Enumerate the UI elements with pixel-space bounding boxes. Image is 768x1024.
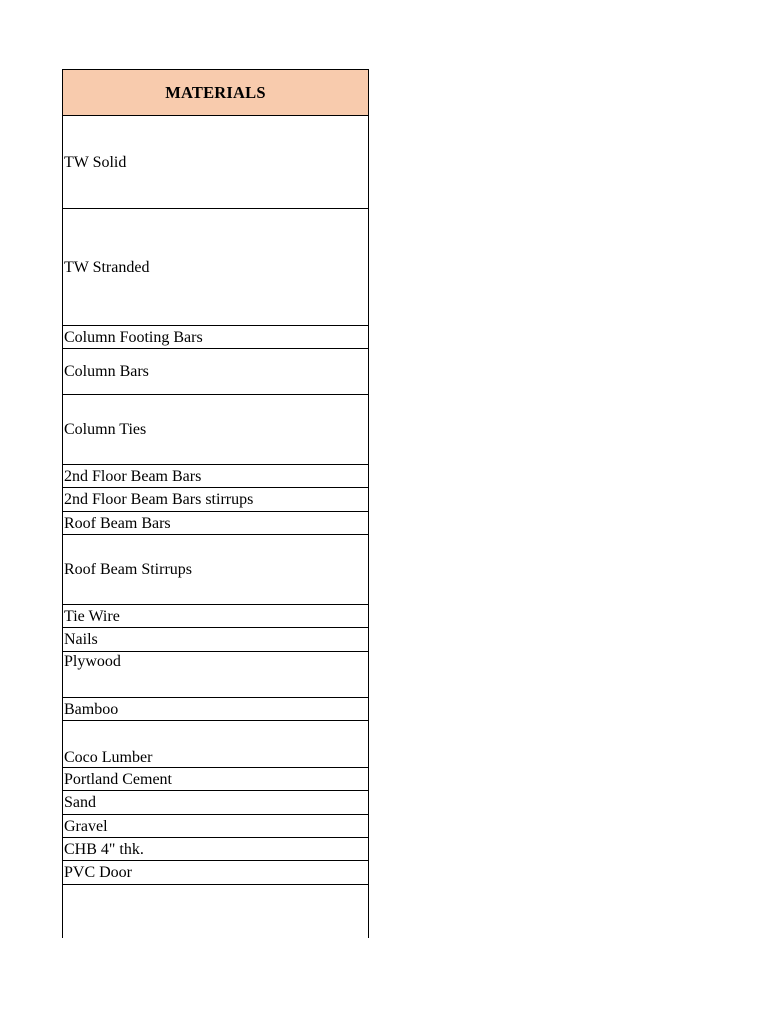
table-row [63,861,368,885]
cell-text: Sand [64,794,96,811]
cell-text: Roof Beam Stirrups [64,561,192,578]
cell-text: Nails [64,631,98,648]
table-row [63,116,368,209]
cell-text: Column Ties [64,421,147,438]
table-row [63,349,368,395]
cell-text: TW Solid [64,153,127,171]
table-row [63,326,368,349]
table-row-empty [63,885,368,938]
cell-text: Tie Wire [64,607,120,625]
table-row [63,721,368,768]
table-row [63,535,368,605]
cell-text: Bamboo [64,700,119,718]
table-row [63,815,368,838]
cell-text: Plywood [64,653,121,670]
cell-text: Roof Beam Bars [64,514,171,532]
table-row [63,465,368,488]
table-row [63,652,368,698]
materials-header: MATERIALS [63,70,368,116]
table-row [63,395,368,465]
table-row [63,605,368,628]
cell-text: Portland Cement [64,770,172,788]
table-row [63,488,368,512]
table-row [63,209,368,326]
cell-text: PVC Door [64,864,133,881]
cell-text: 2nd Floor Beam Bars [64,467,202,485]
table-row [63,768,368,791]
materials-table [62,69,369,938]
table-row [63,698,368,721]
table-row [63,838,368,861]
cell-text: Coco Lumber [64,749,153,766]
cell-text: TW Stranded [64,258,150,276]
cell-text: Column Footing Bars [64,328,203,346]
table-row [63,628,368,652]
cell-text: 2nd Floor Beam Bars stirrups [64,491,254,508]
cell-text: CHB 4" thk. [64,840,144,858]
cell-text: Gravel [64,817,108,835]
table-row [63,791,368,815]
table-row [63,512,368,535]
cell-text: Column Bars [64,363,149,380]
